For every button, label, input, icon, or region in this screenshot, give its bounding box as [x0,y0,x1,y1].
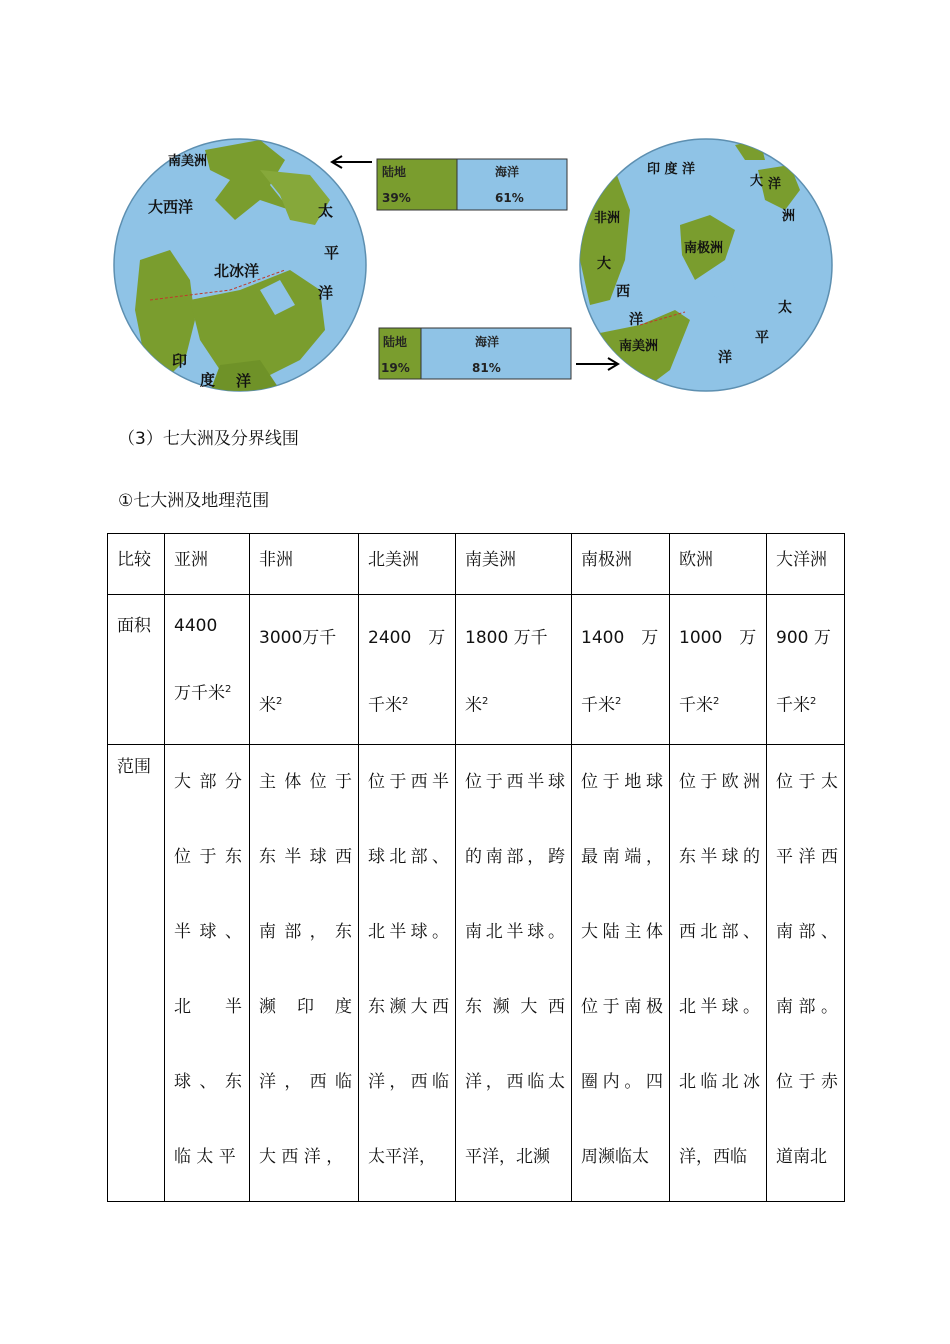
land-value-north: 39% [382,191,411,205]
range-cell: 主 体 位 于 东 半 球 西 南 部 ， 东 濒 印 度 洋 ， 西 临 大 西 洋 ， [250,744,359,1201]
ocean-hemisphere-ratio-bar [379,328,571,379]
label-indian-3: 洋 [236,372,252,390]
ocean-value-south: 81% [472,361,501,375]
area-cell: 1400 万 千米$^2$ [572,595,670,745]
area-cell: 1000 万 千米$^2$ [670,595,767,745]
header-cell: 大洋洲 [767,534,845,595]
arrow-left-icon [332,156,372,168]
area-cell: 900 万 千米$^2$ [767,595,845,745]
section-heading: （3）七大洲及分界线围 [118,429,299,449]
label-arctic: 北冰洋 [214,262,260,280]
label-atlantic-south-2: 西 [616,284,630,300]
header-cell: 南极洲 [572,534,670,595]
label-oceania-1: 大 [750,174,764,189]
hemisphere-svg [110,130,840,400]
label-atlantic-south-3: 洋 [629,312,643,328]
hemisphere-figure [110,130,840,400]
label-south-america-south: 南美洲 [619,339,659,354]
header-cell: 亚洲 [165,534,250,595]
range-cell: 位于西半球北部、北半球。东濒大西洋，西临太平洋， [359,744,456,1201]
range-cell: 位于欧洲东半球的西北部、北半球。北临北冰洋，西临 [670,744,767,1201]
label-pacific-1: 太 [318,202,334,220]
header-cell: 北美洲 [359,534,456,595]
header-cell: 欧洲 [670,534,767,595]
label-pacific-2: 平 [324,244,340,262]
area-cell: 2400 万 千米$^2$ [359,595,456,745]
range-cell: 位于太平洋西南部、南部。位于赤道南北 [767,744,845,1201]
ocean-value-north: 61% [495,191,524,205]
header-cell: 非洲 [250,534,359,595]
header-cell: 比较 [108,534,165,595]
header-cell: 南美洲 [456,534,572,595]
row-label-area: 面积 [108,595,165,745]
table-row-range [108,744,845,1201]
table-header-row [108,534,845,595]
area-cell: 3000万千 米$^2$ [250,595,359,745]
range-cell: 位于地球最南端，大陆主体位于南极圈内。四周濒临太 [572,744,670,1201]
ocean-label-south: 海洋 [475,335,500,349]
area-cell: 1800 万千 米$^2$ [456,595,572,745]
range-cell: 位于西半球的南部，跨南北半球。东 濒 大 西 洋，西临太平洋，北濒 [456,744,572,1201]
range-cell: 大 部 分 位 于 东 半 球 、 北 半 球 、 东 临 太 平 [165,744,250,1201]
table-row-area [108,595,845,745]
label-atlantic-north: 大西洋 [148,198,194,216]
land-label-north: 陆地 [382,165,407,179]
ocean-hemisphere-globe [580,139,832,400]
area-cell: 4400 万千米$^2$ [165,595,250,745]
label-oceania-2: 洋 [768,177,782,192]
land-label-south: 陆地 [383,335,408,349]
label-indian-1: 印 [172,352,188,370]
label-pacific-south-3: 洋 [718,350,732,366]
label-south-america-north: 南美洲 [168,154,208,169]
ocean-label-north: 海洋 [495,165,520,179]
subsection-heading: ①七大洲及地理范围 [118,491,270,511]
land-hemisphere-ratio-bar [377,159,567,210]
land-value-south: 19% [381,361,410,375]
label-africa: 非洲 [594,211,621,226]
label-antarctica: 南极洲 [684,241,724,256]
label-pacific-south-2: 平 [755,330,769,346]
row-label-range: 范围 [108,744,165,1201]
label-indian-south: 印 度 洋 [647,162,696,177]
label-pacific-3: 洋 [318,284,334,302]
label-pacific-south-1: 太 [778,300,792,316]
label-indian-2: 度 [200,371,216,389]
arrow-right-icon [576,358,618,370]
label-oceania-3: 洲 [782,209,796,224]
continents-table [107,533,845,1202]
label-atlantic-south-1: 大 [597,256,611,272]
